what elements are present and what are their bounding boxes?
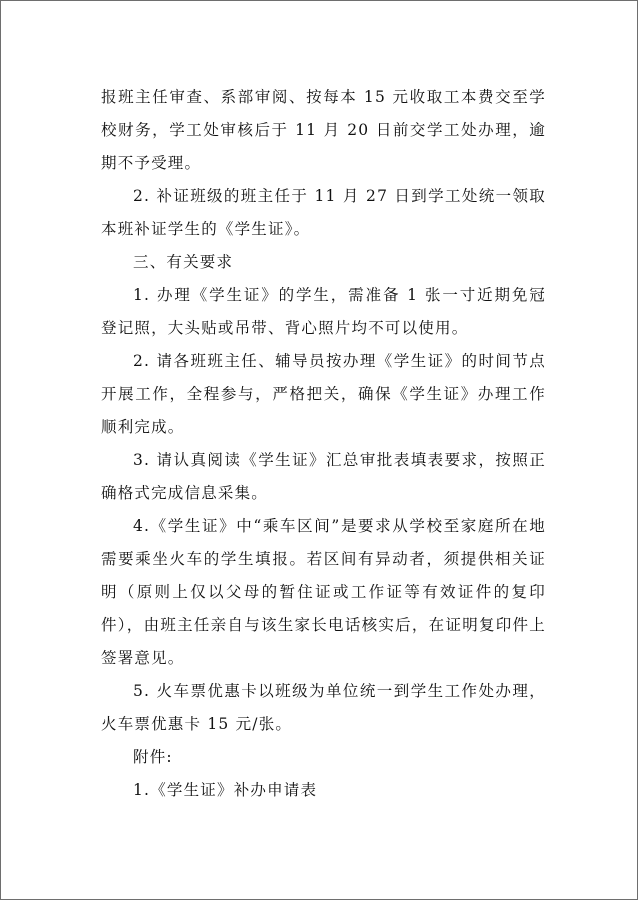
paragraph-photo-requirement: 1. 办理《学生证》的学生，需准备 1 张一寸近期免冠登记照，大头贴或吊带、背心照片均不可以使用。: [101, 286, 546, 337]
paragraph-travel-section: 4.《学生证》中“乘车区间”是要求从学校至家庭所在地需要乘坐火车的学生填报。若区间有异动者，须提供相关证明（原则上仅以父母的暂住证或工作证等有效证件的复印件），由班主任亲自与该生家长电话核实后，在证明复印件上签署意见。: [101, 517, 546, 667]
paragraph-collect-cards: 2. 补证班级的班主任于 11 月 27 日到学工处统一领取本班补证学生的《学生证》。: [101, 187, 546, 238]
paragraph-form-instructions: 3. 请认真阅读《学生证》汇总审批表填表要求，按照正确格式完成信息采集。: [101, 451, 546, 502]
paragraph-teacher-duty: 2. 请各班班主任、辅导员按办理《学生证》的时间节点开展工作，全程参与，严格把关，确保《学生证》办理工作顺利完成。: [101, 352, 546, 436]
paragraph-fee-review: 报班主任审查、系部审阅、按每本 15 元收取工本费交至学校财务，学工处审核后于 11 月 20 日前交学工处办理，逾期不予受理。: [101, 88, 546, 172]
document-body: [101, 81, 546, 807]
paragraph-train-discount-card: 5. 火车票优惠卡以班级为单位统一到学生工作处办理，火车票优惠卡 15 元/张。: [101, 682, 546, 733]
section-heading-requirements: 三、有关要求: [133, 253, 234, 271]
attachment-item: 1.《学生证》补办申请表: [133, 781, 318, 799]
attachment-label: 附件:: [133, 748, 173, 766]
